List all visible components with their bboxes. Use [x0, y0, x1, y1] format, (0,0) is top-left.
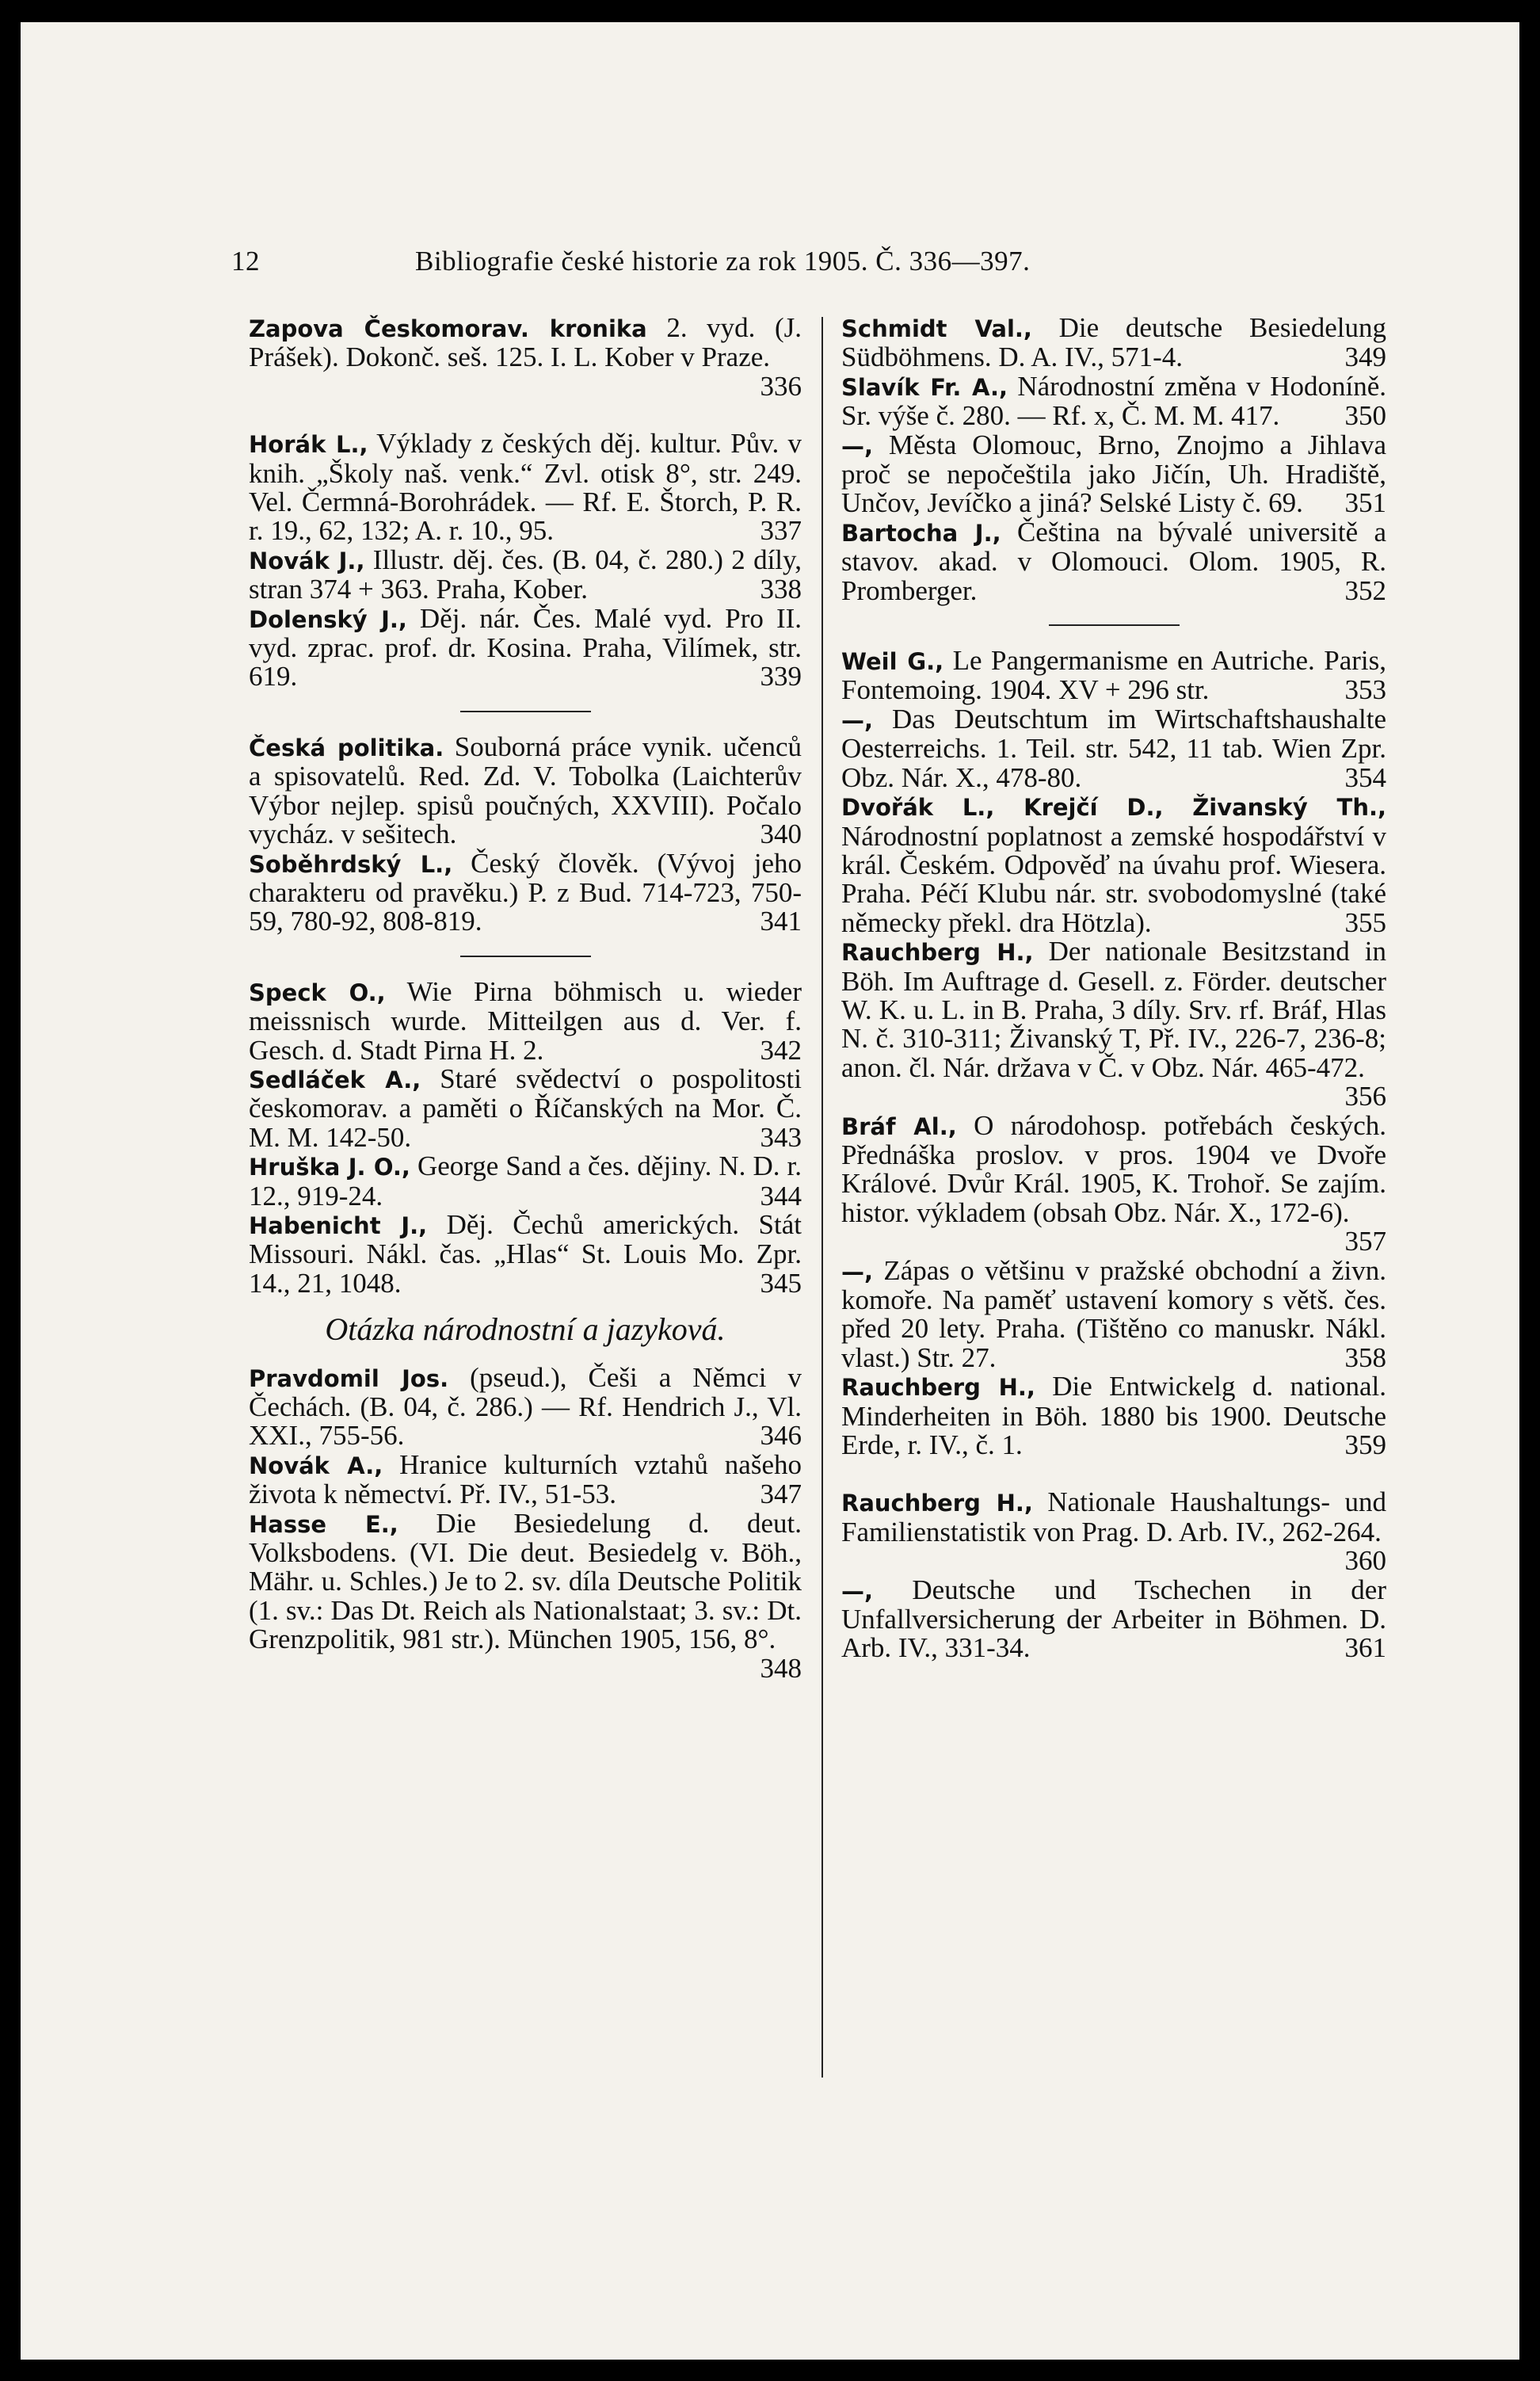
entry-text: Zápas o většinu v pražské obchodní a živn. komoře. Na paměť ustavení komory s větš. čes. před 20 lety. Praha. (Tištěno co manuskr. Nákl. vlast.) Str. 27.: [841, 1254, 1386, 1373]
page-number: 12: [231, 246, 260, 277]
bib-entry: [841, 431, 1386, 518]
entry-author: Habenicht J.,: [249, 1211, 428, 1239]
entry-text: Města Olomouc, Brno, Znojmo a Jihlava proč se nepočeštila jako Jičín, Uh. Hradiště, Unčov, Jevíčko a jiná? Selské Listy č. 69.: [841, 429, 1386, 519]
entry-author: Sedláček A.,: [249, 1066, 421, 1093]
entry-text: 2. vyd. (J. Prášek). Dokonč. seš. 125. I. L. Kober v Praze.: [249, 312, 802, 373]
left-column: [249, 314, 802, 1683]
bib-entry: [841, 1109, 1387, 1257]
entry-text: Děj. nár. Čes. Malé vyd. Pro II. vyd. zprac. prof. dr. Kosina. Praha, Vilímek, str. 619.: [249, 602, 802, 693]
entry-author: Weil G.,: [841, 648, 944, 676]
section-heading: Otázka národnostní a jazyková.: [325, 1311, 726, 1348]
bib-entry: [249, 975, 802, 1066]
bib-entry: [841, 1254, 1386, 1373]
entry-text: Nationale Haushaltungs- und Familienstatistik von Prag. D. Arb. IV., 262-264.: [841, 1486, 1386, 1547]
entry-author: Rauchberg H.,: [841, 1374, 1035, 1402]
separator-rule: [460, 956, 591, 957]
bib-entry: [249, 314, 802, 401]
entry-number: 339: [760, 661, 802, 693]
right-column: [841, 314, 1386, 1663]
entry-text: (pseud.), Češi a Němci v Čechách. (B. 04, č. 286.) — Rf. Hendrich J., Vl. XXI., 755-56.: [249, 1361, 802, 1452]
entry-number: 341: [760, 906, 802, 937]
entry-text: Hranice kulturních vztahů našeho života k němectví. Př. IV., 51-53.: [249, 1448, 802, 1510]
bib-entry: [249, 1361, 802, 1452]
entry-author: Bartocha J.,: [841, 519, 1001, 547]
entry-author: Horák L.,: [249, 431, 368, 459]
entry-number: 350: [1344, 400, 1386, 432]
bib-entry: [841, 647, 1386, 705]
separator-rule: [460, 711, 591, 712]
entry-text: Die deutsche Besiedelung Südböhmens. D. A. IV., 571-4.: [841, 312, 1386, 373]
entry-number: 354: [1344, 761, 1386, 793]
entry-number: 336: [760, 370, 802, 402]
entry-author: Novák A.,: [249, 1452, 383, 1479]
bib-entry: [841, 518, 1386, 605]
entry-author: Speck O.,: [249, 979, 386, 1006]
entry-text: Die Entwickelg d. national. Minderheiten in Böh. 1880 bis 1900. Deutsche Erde, r. IV., č. 1.: [841, 1371, 1386, 1461]
bib-entry: [841, 937, 1386, 1111]
entry-number: 346: [760, 1420, 802, 1452]
entry-author: Zapova Českomorav. kronika: [249, 315, 647, 342]
entry-number: 356: [1344, 1081, 1386, 1112]
entry-author: Hasse E.,: [249, 1510, 398, 1538]
entry-text: Staré svědectví o pospolitosti českomorav. a paměti o Říčanských na Mor. Č. M. M. 142-50.: [249, 1063, 802, 1153]
entry-number: 342: [760, 1034, 802, 1066]
entry-text: Wie Pirna böhmisch u. wieder meissnisch wurde. Mitteilgen aus d. Ver. f. Gesch. d. Stadt Pirna H. 2.: [249, 975, 802, 1066]
bib-entry: [249, 1509, 802, 1683]
entry-text: O národohosp. potřebách českých. Přednáška proslov. v pros. 1904 ve Dvoře Králové. Dvůr Král. 1905, K. Trohoř. Se zajím. histor. výkladem (obsah Obz. Nár. X., 172-6).: [841, 1109, 1387, 1228]
bib-entry: [841, 1576, 1386, 1663]
entry-author: Dolenský J.,: [249, 605, 407, 633]
entry-text: Čeština na bývalé universitě a stavov. akad. v Olomouci. Olom. 1905, R. Promberger.: [841, 516, 1386, 606]
entry-number: 347: [760, 1479, 802, 1510]
entry-author: Rauchberg H.,: [841, 1490, 1033, 1517]
book-page: [21, 22, 1519, 2360]
column-divider: [821, 317, 823, 2078]
bib-entry: [249, 1448, 802, 1510]
entry-text: Souborná práce vynik. učenců a spisovatelů. Red. Zd. V. Tobolka (Laichterův Výbor nejlep. spisů poučných, XXVIII). Počalo vycház. v sešitech.: [249, 731, 802, 850]
entry-author: —,: [841, 1577, 874, 1605]
entry-author: Rauchberg H.,: [841, 939, 1034, 967]
entry-number: 360: [1344, 1545, 1386, 1577]
bib-entry: [841, 1488, 1386, 1575]
entry-text: Le Pangermanisme en Autriche. Paris, Fontemoing. 1904. XV + 296 str.: [841, 645, 1386, 706]
entry-author: Pravdomil Jos.: [249, 1364, 449, 1392]
entry-text: Národnostní poplatnost a zemské hospodářství v král. Českém. Odpověď na úvahu prof. Wiesera. Praha. Péčí Klubu nár. str. svobodomyslné (také německy překl. dra Hötzla).: [841, 820, 1386, 938]
bib-entry: [249, 849, 802, 937]
entry-text: George Sand a čes. dějiny. N. D. r. 12., 919-24.: [249, 1150, 802, 1211]
separator-rule: [1049, 624, 1180, 626]
page-header: [231, 246, 1261, 285]
entry-number: 353: [1344, 674, 1386, 706]
entry-number: 340: [760, 818, 802, 850]
bib-entry: [841, 792, 1386, 937]
bib-entry: [249, 1065, 802, 1152]
bib-entry: [249, 1208, 802, 1299]
entry-number: 357: [1344, 1226, 1386, 1257]
entry-number: 338: [760, 574, 802, 605]
entry-number: 344: [760, 1180, 802, 1211]
entry-author: Soběhrdský L.,: [249, 850, 453, 878]
entry-author: Schmidt Val.,: [841, 315, 1032, 342]
entry-text: Die Besiedelung d. deut. Volksbodens. (VI. Die deut. Besiedelg v. Böh., Mähr. u. Schles.) Je to 2. sv. díla Deutsche Politik (1. sv.: Das Dt. Reich als Nationalstaat; 3. sv.: Dt. Grenzpolitik, 981 str.). München 1905, 156, 8°.: [249, 1507, 802, 1655]
entry-text: Illustr. děj. čes. (B. 04, č. 280.) 2 díly, stran 374 + 363. Praha, Kober.: [249, 544, 802, 605]
bib-entry: [249, 546, 802, 605]
entry-author: Hruška J. O.,: [249, 1154, 410, 1181]
entry-number: 361: [1344, 1632, 1386, 1664]
entry-author: Česká politika.: [249, 734, 444, 761]
entry-number: 355: [1344, 906, 1386, 938]
entry-text: Děj. Čechů amerických. Stát Missouri. Nákl. čas. „Hlas“ St. Louis Mo. Zpr. 14., 21, 1048.: [249, 1208, 802, 1299]
entry-author: Dvořák L., Krejčí D., Živanský Th.,: [841, 794, 1386, 822]
entry-number: 337: [760, 515, 802, 547]
bib-entry: [249, 733, 802, 849]
entry-number: 348: [760, 1652, 802, 1684]
entry-number: 349: [1344, 342, 1386, 373]
entry-number: 351: [1344, 487, 1386, 519]
bib-entry: [841, 1372, 1386, 1460]
entry-text: Český člověk. (Vývoj jeho charakteru od pravěku.) P. z Bud. 714-723, 750-59, 780-92, 808-819.: [249, 847, 802, 937]
bib-entry: [841, 372, 1386, 431]
bib-entry: [249, 602, 802, 693]
entry-number: 359: [1344, 1429, 1386, 1461]
entry-number: 352: [1344, 574, 1386, 606]
entry-text: Das Deutschtum im Wirtschaftshaushalte Oesterreichs. 1. Teil. str. 542, 11 tab. Wien Zpr. Obz. Nár. X., 478-80.: [841, 703, 1386, 793]
entry-number: 358: [1344, 1341, 1386, 1373]
entry-number: 345: [760, 1267, 802, 1299]
entry-author: Slavík Fr. A.,: [841, 373, 1008, 401]
bib-entry: [841, 705, 1386, 792]
entry-author: —,: [841, 706, 874, 734]
bib-entry: [249, 429, 802, 546]
entry-author: Bráf Al.,: [841, 1112, 957, 1140]
entry-author: —,: [841, 1257, 874, 1285]
entry-text: Výklady z českých děj. kultur. Pův. v knih. „Školy naš. venk.“ Zvl. otisk 8°, str. 249. Vel. Čermná-Borohrádek. — Rf. E. Štorch, P. R. r. 19., 62, 132; A. r. 10., 95.: [249, 428, 802, 547]
entry-text: Národnostní změna v Hodoníně. Sr. výše č. 280. — Rf. x, Č. M. M. 417.: [841, 370, 1386, 432]
entry-author: —,: [841, 432, 874, 460]
entry-text: Der nationale Besitzstand in Böh. Im Auftrage d. Gesell. z. Förder. deutscher W. K. u. L. in B. Praha, 3 díly. Srv. rf. Bráf, Hlas N. č. 310-311; Živanský T, Př. IV., 226-7, 236-8; anon. čl. Nár. država v Č. v Obz. Nár. 465-472.: [841, 936, 1386, 1083]
entry-author: Novák J.,: [249, 547, 365, 574]
bib-entry: [249, 1152, 802, 1211]
bib-entry: [841, 314, 1386, 372]
entry-number: 343: [760, 1121, 802, 1153]
entry-text: Deutsche und Tschechen in der Unfallversicherung der Arbeiter in Böhmen. D. Arb. IV., 331-34.: [841, 1574, 1386, 1664]
running-title: Bibliografie české historie za rok 1905. Č. 336—397.: [415, 246, 1031, 277]
